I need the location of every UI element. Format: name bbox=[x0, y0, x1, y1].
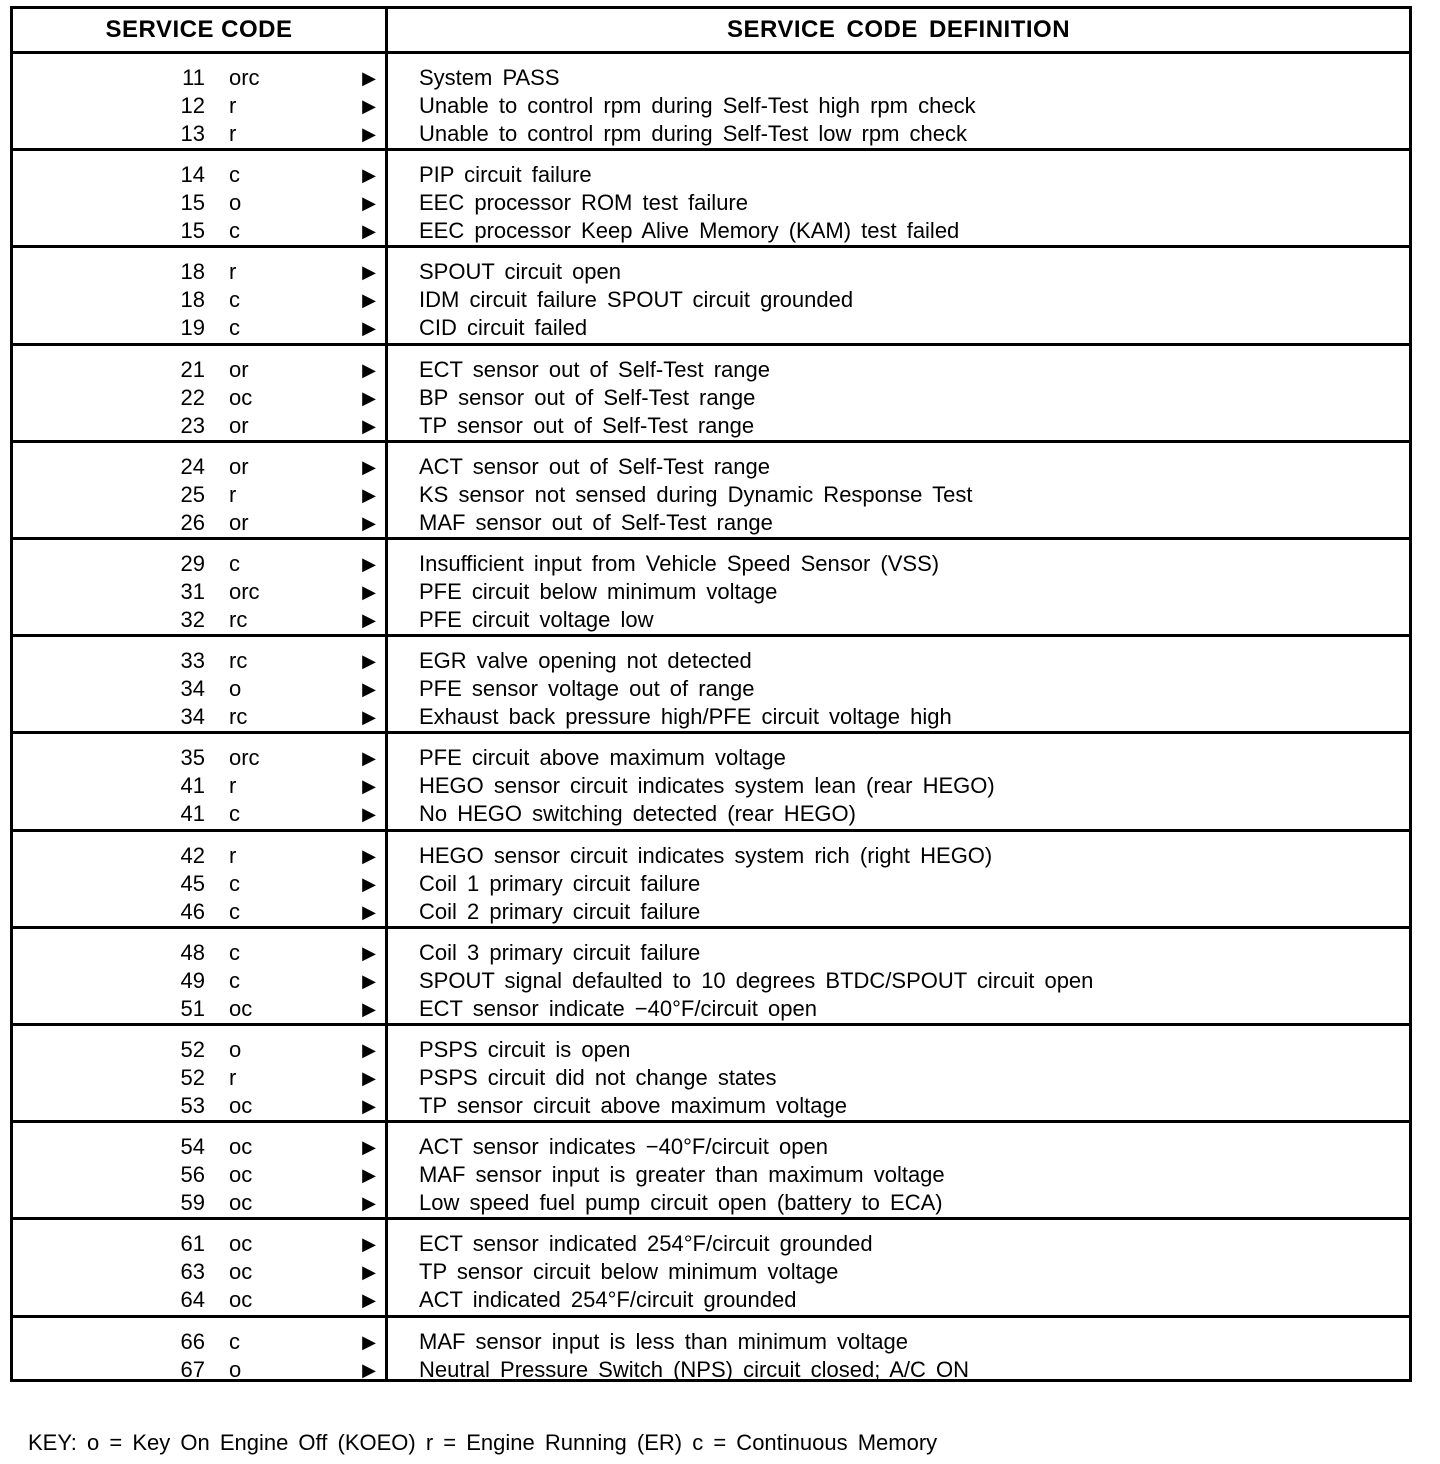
service-code-number: 48 bbox=[180, 939, 205, 965]
service-code-number: 54 bbox=[180, 1134, 205, 1160]
table-row bbox=[13, 412, 1409, 440]
table-row bbox=[13, 1161, 1409, 1189]
table-row bbox=[13, 1036, 1409, 1064]
service-code-definition: Neutral Pressure Switch (NPS) circuit closed; A/C ON bbox=[419, 1356, 970, 1382]
service-code-definition: ECT sensor out of Self-Test range bbox=[419, 356, 770, 382]
pointer-arrow-icon: ▶ bbox=[362, 1040, 376, 1060]
service-code-definition: CID circuit failed bbox=[419, 315, 588, 341]
service-code-definition: Coil 3 primary circuit failure bbox=[419, 939, 701, 965]
service-code-definition: BP sensor out of Self-Test range bbox=[419, 384, 756, 410]
service-code-number: 23 bbox=[180, 412, 205, 438]
table-row bbox=[13, 286, 1409, 314]
table-row bbox=[13, 939, 1409, 967]
service-code-mode: or bbox=[229, 356, 249, 382]
service-code-number: 34 bbox=[180, 704, 205, 730]
code-group bbox=[13, 443, 1409, 540]
service-code-number: 12 bbox=[180, 93, 205, 118]
table-row bbox=[13, 64, 1409, 92]
service-code-header: SERVICE CODE bbox=[105, 16, 293, 43]
service-code-mode: r bbox=[229, 121, 237, 146]
pointer-arrow-icon: ▶ bbox=[362, 610, 376, 630]
service-code-mode: orc bbox=[229, 745, 260, 771]
pointer-arrow-icon: ▶ bbox=[362, 221, 376, 242]
table-row bbox=[13, 481, 1409, 509]
service-code-definition: TP sensor circuit above maximum voltage bbox=[419, 1093, 847, 1118]
service-code-mode: or bbox=[229, 453, 249, 479]
service-code-mode: c bbox=[229, 287, 240, 313]
table-row bbox=[13, 1230, 1409, 1258]
service-code-definition: ECT sensor indicated 254°F/circuit grounded bbox=[419, 1231, 873, 1257]
service-code-definition: SPOUT signal defaulted to 10 degrees BTDC/SPOUT circuit open bbox=[419, 967, 1094, 993]
table-row bbox=[13, 217, 1409, 245]
table-row bbox=[13, 1064, 1409, 1092]
pointer-arrow-icon: ▶ bbox=[362, 554, 376, 574]
service-code-mode: orc bbox=[229, 579, 260, 604]
service-code-mode: c bbox=[229, 1328, 240, 1354]
service-code-number: 25 bbox=[180, 481, 205, 507]
service-code-number: 19 bbox=[180, 315, 205, 341]
code-group bbox=[13, 1220, 1409, 1317]
service-code-number: 21 bbox=[180, 356, 205, 382]
legend-key: KEY: o = Key On Engine Off (KOEO) r = Engine Running (ER) c = Continuous Memory bbox=[28, 1430, 938, 1455]
service-code-definition: Low speed fuel pump circuit open (battery to ECA) bbox=[419, 1190, 943, 1216]
table-row bbox=[13, 1286, 1409, 1314]
service-code-number: 14 bbox=[180, 162, 205, 188]
service-code-definition: ACT sensor indicates −40°F/circuit open bbox=[419, 1134, 828, 1160]
service-code-mode: c bbox=[229, 898, 240, 924]
code-group bbox=[13, 1026, 1409, 1123]
service-code-definition: HEGO sensor circuit indicates system lean (rear HEGO) bbox=[419, 773, 995, 799]
pointer-arrow-icon: ▶ bbox=[362, 290, 376, 311]
pointer-arrow-icon: ▶ bbox=[362, 1068, 376, 1088]
service-code-definition-header: SERVICE CODE DEFINITION bbox=[726, 16, 1071, 43]
pointer-arrow-icon: ▶ bbox=[362, 1234, 376, 1255]
service-code-mode: or bbox=[229, 509, 249, 535]
pointer-arrow-icon: ▶ bbox=[362, 415, 376, 436]
service-code-definition: PFE sensor voltage out of range bbox=[419, 676, 755, 702]
table-row bbox=[13, 772, 1409, 800]
pointer-arrow-icon: ▶ bbox=[362, 582, 376, 602]
service-code-number: 53 bbox=[180, 1093, 205, 1118]
table-row bbox=[13, 314, 1409, 342]
service-code-mode: oc bbox=[229, 1093, 253, 1118]
service-code-mode: c bbox=[229, 551, 240, 576]
service-code-mode: oc bbox=[229, 1259, 253, 1285]
table-header bbox=[13, 9, 1409, 54]
service-code-definition: PSPS circuit did not change states bbox=[419, 1065, 777, 1090]
service-code-number: 41 bbox=[180, 801, 205, 827]
service-code-mode: r bbox=[229, 773, 237, 799]
pointer-arrow-icon: ▶ bbox=[362, 901, 376, 922]
table-row bbox=[13, 578, 1409, 606]
pointer-arrow-icon: ▶ bbox=[362, 262, 376, 283]
service-code-definition: ACT indicated 254°F/circuit grounded bbox=[419, 1287, 797, 1313]
table-row bbox=[13, 509, 1409, 537]
pointer-arrow-icon: ▶ bbox=[362, 942, 376, 963]
table-row bbox=[13, 453, 1409, 481]
code-group bbox=[13, 346, 1409, 443]
table-row bbox=[13, 161, 1409, 189]
code-group bbox=[13, 151, 1409, 248]
service-code-number: 67 bbox=[180, 1356, 205, 1382]
service-code-definition: Exhaust back pressure high/PFE circuit voltage high bbox=[419, 704, 952, 730]
service-code-definition: Unable to control rpm during Self-Test low rpm check bbox=[419, 121, 967, 146]
service-code-definition: SPOUT circuit open bbox=[419, 259, 622, 285]
code-group bbox=[13, 637, 1409, 734]
service-code-definition: MAF sensor input is greater than maximum voltage bbox=[419, 1162, 945, 1188]
service-code-number: 63 bbox=[180, 1259, 205, 1285]
table-row bbox=[13, 703, 1409, 731]
pointer-arrow-icon: ▶ bbox=[362, 1193, 376, 1214]
service-code-definition: Coil 2 primary circuit failure bbox=[419, 898, 701, 924]
service-code-number: 49 bbox=[180, 967, 205, 993]
table-row bbox=[13, 1092, 1409, 1120]
table-row bbox=[13, 356, 1409, 384]
service-code-number: 35 bbox=[180, 745, 205, 771]
table-row bbox=[13, 647, 1409, 675]
service-code-number: 41 bbox=[180, 773, 205, 799]
service-code-number: 51 bbox=[180, 995, 205, 1021]
service-code-mode: c bbox=[229, 870, 240, 896]
pointer-arrow-icon: ▶ bbox=[362, 776, 376, 797]
table-row bbox=[13, 870, 1409, 898]
table-row bbox=[13, 1356, 1409, 1384]
code-group bbox=[13, 929, 1409, 1026]
pointer-arrow-icon: ▶ bbox=[362, 68, 376, 88]
service-code-mode: c bbox=[229, 939, 240, 965]
table-row bbox=[13, 189, 1409, 217]
service-code-definition: PIP circuit failure bbox=[419, 162, 592, 188]
pointer-arrow-icon: ▶ bbox=[362, 873, 376, 894]
pointer-arrow-icon: ▶ bbox=[362, 1359, 376, 1380]
table-row bbox=[13, 995, 1409, 1023]
table-row bbox=[13, 1258, 1409, 1286]
service-code-number: 24 bbox=[180, 453, 205, 479]
service-code-definition: Unable to control rpm during Self-Test high rpm check bbox=[419, 93, 976, 118]
code-group bbox=[13, 54, 1409, 151]
pointer-arrow-icon: ▶ bbox=[362, 1137, 376, 1158]
service-code-mode: c bbox=[229, 162, 240, 188]
table-row bbox=[13, 1328, 1409, 1356]
pointer-arrow-icon: ▶ bbox=[362, 359, 376, 380]
service-code-mode: o bbox=[229, 676, 242, 702]
service-code-definition: TP sensor out of Self-Test range bbox=[419, 412, 755, 438]
code-group bbox=[13, 832, 1409, 929]
pointer-arrow-icon: ▶ bbox=[362, 1290, 376, 1311]
table-row bbox=[13, 1189, 1409, 1217]
service-code-number: 31 bbox=[180, 579, 205, 604]
pointer-arrow-icon: ▶ bbox=[362, 512, 376, 533]
table-row bbox=[13, 92, 1409, 120]
service-code-definition: MAF sensor input is less than minimum voltage bbox=[419, 1328, 908, 1354]
service-code-definition: TP sensor circuit below minimum voltage bbox=[419, 1259, 839, 1285]
table-row bbox=[13, 550, 1409, 578]
service-code-number: 52 bbox=[180, 1037, 205, 1062]
service-code-number: 13 bbox=[180, 121, 205, 146]
service-code-number: 64 bbox=[180, 1287, 205, 1313]
service-code-mode: c bbox=[229, 315, 240, 341]
pointer-arrow-icon: ▶ bbox=[362, 679, 376, 700]
pointer-arrow-icon: ▶ bbox=[362, 484, 376, 505]
service-code-number: 15 bbox=[180, 190, 205, 216]
service-code-number: 32 bbox=[180, 607, 205, 632]
service-code-mode: r bbox=[229, 93, 237, 118]
service-code-number: 22 bbox=[180, 384, 205, 410]
pointer-arrow-icon: ▶ bbox=[362, 804, 376, 825]
service-code-definition: No HEGO switching detected (rear HEGO) bbox=[419, 801, 856, 827]
service-code-definition: EEC processor ROM test failure bbox=[419, 190, 748, 216]
pointer-arrow-icon: ▶ bbox=[362, 96, 376, 116]
pointer-arrow-icon: ▶ bbox=[362, 1262, 376, 1283]
table-row bbox=[13, 606, 1409, 634]
service-code-number: 66 bbox=[180, 1328, 205, 1354]
table-row bbox=[13, 1133, 1409, 1161]
service-code-mode: r bbox=[229, 842, 237, 868]
pointer-arrow-icon: ▶ bbox=[362, 748, 376, 769]
service-code-number: 46 bbox=[180, 898, 205, 924]
service-code-mode: oc bbox=[229, 1190, 253, 1216]
service-code-number: 18 bbox=[180, 259, 205, 285]
code-group bbox=[13, 734, 1409, 831]
service-code-number: 59 bbox=[180, 1190, 205, 1216]
service-code-number: 18 bbox=[180, 287, 205, 313]
service-code-mode: r bbox=[229, 259, 237, 285]
table-row bbox=[13, 898, 1409, 926]
service-code-mode: oc bbox=[229, 1162, 253, 1188]
pointer-arrow-icon: ▶ bbox=[362, 845, 376, 866]
service-code-number: 33 bbox=[180, 648, 205, 674]
service-code-number: 26 bbox=[180, 509, 205, 535]
service-code-number: 52 bbox=[180, 1065, 205, 1090]
table-row bbox=[13, 842, 1409, 870]
pointer-arrow-icon: ▶ bbox=[362, 707, 376, 728]
table-row bbox=[13, 675, 1409, 703]
service-code-mode: c bbox=[229, 218, 240, 244]
service-code-definition: Coil 1 primary circuit failure bbox=[419, 870, 701, 896]
service-code-definition: PSPS circuit is open bbox=[419, 1037, 631, 1062]
pointer-arrow-icon: ▶ bbox=[362, 1165, 376, 1186]
code-group bbox=[13, 1123, 1409, 1220]
service-code-mode: oc bbox=[229, 995, 253, 1021]
service-code-mode: orc bbox=[229, 65, 260, 90]
pointer-arrow-icon: ▶ bbox=[362, 165, 376, 186]
service-code-mode: rc bbox=[229, 607, 248, 632]
pointer-arrow-icon: ▶ bbox=[362, 456, 376, 477]
service-code-definition: ECT sensor indicate −40°F/circuit open bbox=[419, 995, 817, 1021]
service-code-definition: PFE circuit above maximum voltage bbox=[419, 745, 786, 771]
service-code-definition: EGR valve opening not detected bbox=[419, 648, 752, 674]
service-code-number: 29 bbox=[180, 551, 205, 576]
table-row bbox=[13, 384, 1409, 412]
service-code-mode: oc bbox=[229, 1134, 253, 1160]
service-code-mode: oc bbox=[229, 1231, 253, 1257]
service-code-table bbox=[10, 6, 1412, 1382]
table-row bbox=[13, 800, 1409, 828]
service-code-definition: PFE circuit below minimum voltage bbox=[419, 579, 778, 604]
service-code-mode: o bbox=[229, 190, 242, 216]
service-code-number: 42 bbox=[180, 842, 205, 868]
pointer-arrow-icon: ▶ bbox=[362, 318, 376, 339]
service-code-definition: EEC processor Keep Alive Memory (KAM) test failed bbox=[419, 218, 960, 244]
pointer-arrow-icon: ▶ bbox=[362, 651, 376, 672]
service-code-definition: PFE circuit voltage low bbox=[419, 607, 654, 632]
service-code-mode: o bbox=[229, 1037, 242, 1062]
service-code-mode: rc bbox=[229, 648, 248, 674]
service-code-mode: c bbox=[229, 967, 240, 993]
service-code-number: 45 bbox=[180, 870, 205, 896]
service-code-number: 11 bbox=[182, 65, 205, 90]
service-code-mode: oc bbox=[229, 384, 253, 410]
pointer-arrow-icon: ▶ bbox=[362, 1096, 376, 1116]
service-code-definition: KS sensor not sensed during Dynamic Response Test bbox=[419, 481, 973, 507]
pointer-arrow-icon: ▶ bbox=[362, 193, 376, 214]
code-group bbox=[13, 1318, 1409, 1415]
service-code-number: 56 bbox=[180, 1162, 205, 1188]
service-code-definition: IDM circuit failure SPOUT circuit grounded bbox=[419, 287, 854, 313]
service-code-definition: HEGO sensor circuit indicates system rich (right HEGO) bbox=[419, 842, 993, 868]
service-code-mode: o bbox=[229, 1356, 242, 1382]
table-row bbox=[13, 744, 1409, 772]
service-code-definition: ACT sensor out of Self-Test range bbox=[419, 453, 770, 479]
code-group bbox=[13, 248, 1409, 345]
service-code-mode: c bbox=[229, 801, 240, 827]
service-code-mode: oc bbox=[229, 1287, 253, 1313]
service-code-mode: or bbox=[229, 412, 249, 438]
pointer-arrow-icon: ▶ bbox=[362, 387, 376, 408]
service-code-definition: Insufficient input from Vehicle Speed Sensor (VSS) bbox=[419, 551, 940, 576]
code-group bbox=[13, 540, 1409, 637]
table-row bbox=[13, 258, 1409, 286]
service-code-mode: r bbox=[229, 1065, 237, 1090]
service-code-number: 34 bbox=[180, 676, 205, 702]
service-code-mode: rc bbox=[229, 704, 248, 730]
table-row bbox=[13, 120, 1409, 148]
service-code-definition: System PASS bbox=[419, 65, 560, 90]
pointer-arrow-icon: ▶ bbox=[362, 124, 376, 144]
pointer-arrow-icon: ▶ bbox=[362, 998, 376, 1019]
table-row bbox=[13, 967, 1409, 995]
pointer-arrow-icon: ▶ bbox=[362, 970, 376, 991]
service-code-definition: MAF sensor out of Self-Test range bbox=[419, 509, 773, 535]
service-code-mode: r bbox=[229, 481, 237, 507]
service-code-number: 61 bbox=[180, 1231, 205, 1257]
pointer-arrow-icon: ▶ bbox=[362, 1331, 376, 1352]
service-code-number: 15 bbox=[180, 218, 205, 244]
